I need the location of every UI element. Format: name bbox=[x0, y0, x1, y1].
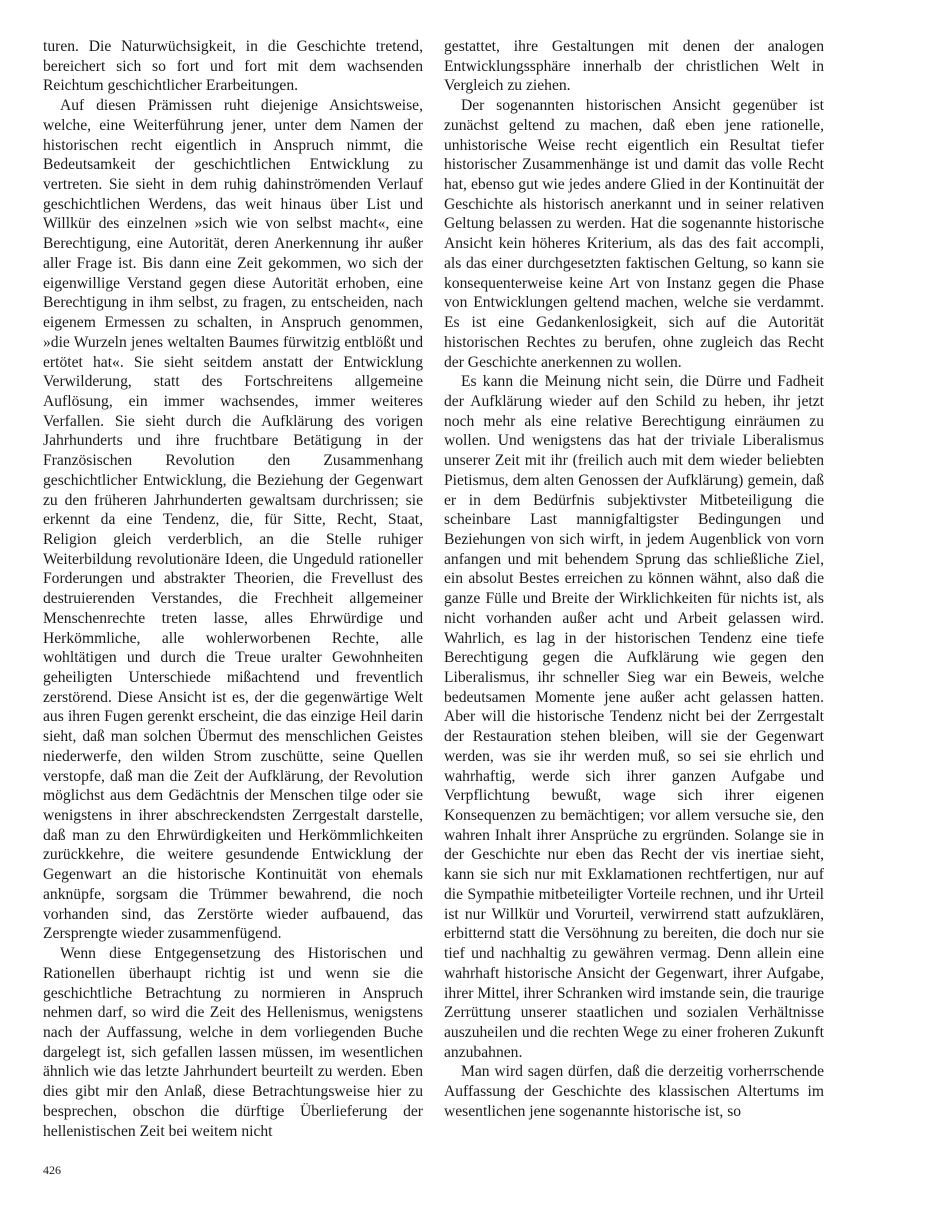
paragraph: Der sogenannten historischen Ansicht gegenüber ist zunächst geltend zu machen, daß eben jene rationelle, unhistorische Weise recht eigentlich ein Resultat tiefer historischer Zusammenhänge ist und damit das volle Recht hat, ebenso gut wie jedes andere Glied in der Kontinuität der Geschichte als historisch anerkannt und in seiner relativen Geltung belassen zu werden. Hat die sogenannte historische Ansicht kein höheres Kriterium, als das des fait accompli, als das einer durchgesetzten faktischen Geltung, so kann sie konsequenterweise keine Art von Instanz gegen die Phase von Entwicklungen geltend machen, welche sie verdammt. Es ist eine Gedankenlosigkeit, sich auf die Autorität historischen Rechtes zu berufen, ohne zugleich das Recht der Geschichte anerkennen zu wollen. bbox=[444, 97, 824, 371]
paragraph: Es kann die Meinung nicht sein, die Dürre und Fadheit der Aufklärung wieder auf den Schild zu heben, ihr jetzt noch mehr als eine relative Berechtigung einräumen zu wollen. Und wenigstens das hat der triviale Liberalismus unserer Zeit mit ihr (freilich auch mit dem wieder beliebten Pietismus, dem alten Genossen der Aufklärung) gemein, daß er in dem Bedürfnis subjektivster Mitbeteiligung die scheinbare Last mannigfaltigster Bedingungen und Beziehungen von sich wirft, in jedem Augenblick von vorn anfangen und mit behendem Sprung das schließliche Ziel, ein absolut Bestes erreichen zu können wähnt, also daß die ganze Fülle und Breite der Wirklichkeiten für nichts ist, als nicht vorhanden außer acht und Arbeit gelassen wird. Wahrlich, es lag in der historischen Tendenz eine tiefe Berechtigung gegen die Aufklärung wie gegen den Liberalismus, ihr schneller Sieg war ein Beweis, welche bedeutsamen Momente jene außer acht gelassen hatten. Aber will die historische Tendenz nicht bei der Zerrgestalt der Restauration stehen bleiben, will sie der Gegenwart werden, was sie ihr werden muß, so sei sie ehrlich und wahrhaftig, werde sich ihrer ganzen Aufgabe und Verpflichtung bewußt, wage sich ihrer eigenen Konsequenzen zu bemächtigen; vor allem versuche sie, den wahren Inhalt ihrer Ansprüche zu ergründen. Solange sie in der Geschichte nur eben das Recht der vis inertiae sieht, kann sie sich nur mit Exklamationen rechtfertigen, nur auf die Sympathie mitbeteiligter Vorteile rechnen, und ihr Urteil ist nur Willkür und Vorurteil, verwirrend statt aufzuklären, erbitternd statt die Versöhnung zu bereiten, die doch nur sie tief und nachhaltig zu gewähren vermag. Denn allein eine wahrhaft historische Ansicht der Gegenwart, ihrer Aufgabe, ihrer Mittel, ihrer Schranken wird imstande sein, die traurige Zerrüttung unserer staatlichen und sozialen Verhältnisse auszuheilen und die rechten Wege zu einer froheren Zukunft anzubahnen. bbox=[444, 373, 824, 1061]
paragraph: Auf diesen Prämissen ruht diejenige Ansichtsweise, welche, eine Weiterführung jener, unter dem Namen der historischen recht eigentlich in Anspruch nimmt, die Bedeutsamkeit der geschichtlichen Entwicklung zu vertreten. Sie sieht in dem ruhig dahinströmenden Verlauf geschichtlichen Werdens, das weit hinaus über List und Willkür des einzelnen »sich wie von selbst macht«, eine Berechtigung, eine Autorität, deren Anerkennung ihr außer aller Frage ist. Bis dann eine Zeit gekommen, wo sich der eigenwillige Verstand gegen diese Autorität erhoben, eine Berechtigung in ihm selbst, zu fragen, zu entscheiden, nach eigenem Ermessen zu schalten, in Anspruch genommen, »die Wurzeln jenes weltalten Baumes fürwitzig entblößt und ertötet hat«. Sie sieht seitdem anstatt der Entwicklung Verwilderung, statt des Fortschreitens allgemeine Auflösung, ein immer wachsendes, immer weiteres Verfallen. Sie sieht durch die Aufklärung des vorigen Jahrhunderts und ihre fruchtbare Betätigung in der Französischen Revolution den Zusammenhang geschichtlicher Entwicklung, die Beziehung der Gegenwart zu den früheren Jahrhunderten gewaltsam durchrissen; sie erkennt da eine Tendenz, die, für Sitte, Recht, Staat, Religion gleich verderblich, an die Stelle ruhiger Weiterbildung revolutionäre Ideen, die Ungeduld rationeller Forderungen und abstrakter Theorien, die Frevellust des destruierenden Verstandes, die Frechheit allgemeiner Menschenrechte treten lasse, alles Ehrwürdige und Herkömmliche, alle wohlerworbenen Rechte, alle wohltätigen und durch die Treue uralter Gewohnheiten geheiligten Unterschiede mißachtend und freventlich zerstörend. Diese Ansicht ist es, der die gegenwärtige Welt aus ihren Fugen gerenkt erscheint, die das einzige Heil darin sieht, daß man solchen Übermut des menschlichen Geistes niederwerfe, den wilden Strom zuschütte, seine Quellen verstopfe, daß man die Zeit der Aufklärung, der Revolution möglichst aus dem Gedächtnis der Menschen tilge oder sie wenigstens in ihrer abschreckendsten Zerrgestalt darstelle, daß man zu den Ehrwürdigkeiten und Herkömmlichkeiten zurückkehre, die weitere gesundende Entwicklung der Gegenwart an die historische Kontinuität von ehemals anknüpfe, sorgsam die Trümmer bewahrend, die noch vorhanden sind, das Zerstörte wieder aufbauend, das Zersprengte wieder zusammenfügend. bbox=[43, 97, 423, 943]
paragraph: Wenn diese Entgegensetzung des Historischen und Rationellen überhaupt richtig ist und wenn sie die geschichtliche Betrachtung zu normieren in Anspruch nehmen darf, so wird die Zeit des Hellenismus, wenigstens nach der Auffassung, welche in dem vorliegenden Buche dargelegt ist, sich gefallen lassen müssen, im wesentlichen ähnlich wie das letzte Jahrhundert beurteilt zu werden. Eben dies gibt mir den Anlaß, diese Betrachtungsweise hier zu besprechen, obschon die dürftige Überlieferung der hellenistischen Zeit bei weitem nicht bbox=[43, 945, 423, 1140]
page-number: 426 bbox=[43, 1163, 61, 1177]
paragraph: Man wird sagen dürfen, daß die derzeitig vorherrschende Auffassung der Geschichte des klassischen Altertums im wesentlichen jene sogenannte historische ist, so bbox=[444, 1063, 824, 1120]
right-column bbox=[444, 37, 824, 1122]
paragraph: turen. Die Naturwüchsigkeit, in die Geschichte tretend, bereichert sich so fort und fort mit dem wachsenden Reichtum geschichtlicher Erarbeitungen. bbox=[43, 38, 423, 95]
paragraph: gestattet, ihre Gestaltungen mit denen der analogen Entwicklungssphäre innerhalb der christlichen Welt in Vergleich zu ziehen. bbox=[444, 38, 824, 95]
left-column bbox=[43, 37, 423, 1141]
